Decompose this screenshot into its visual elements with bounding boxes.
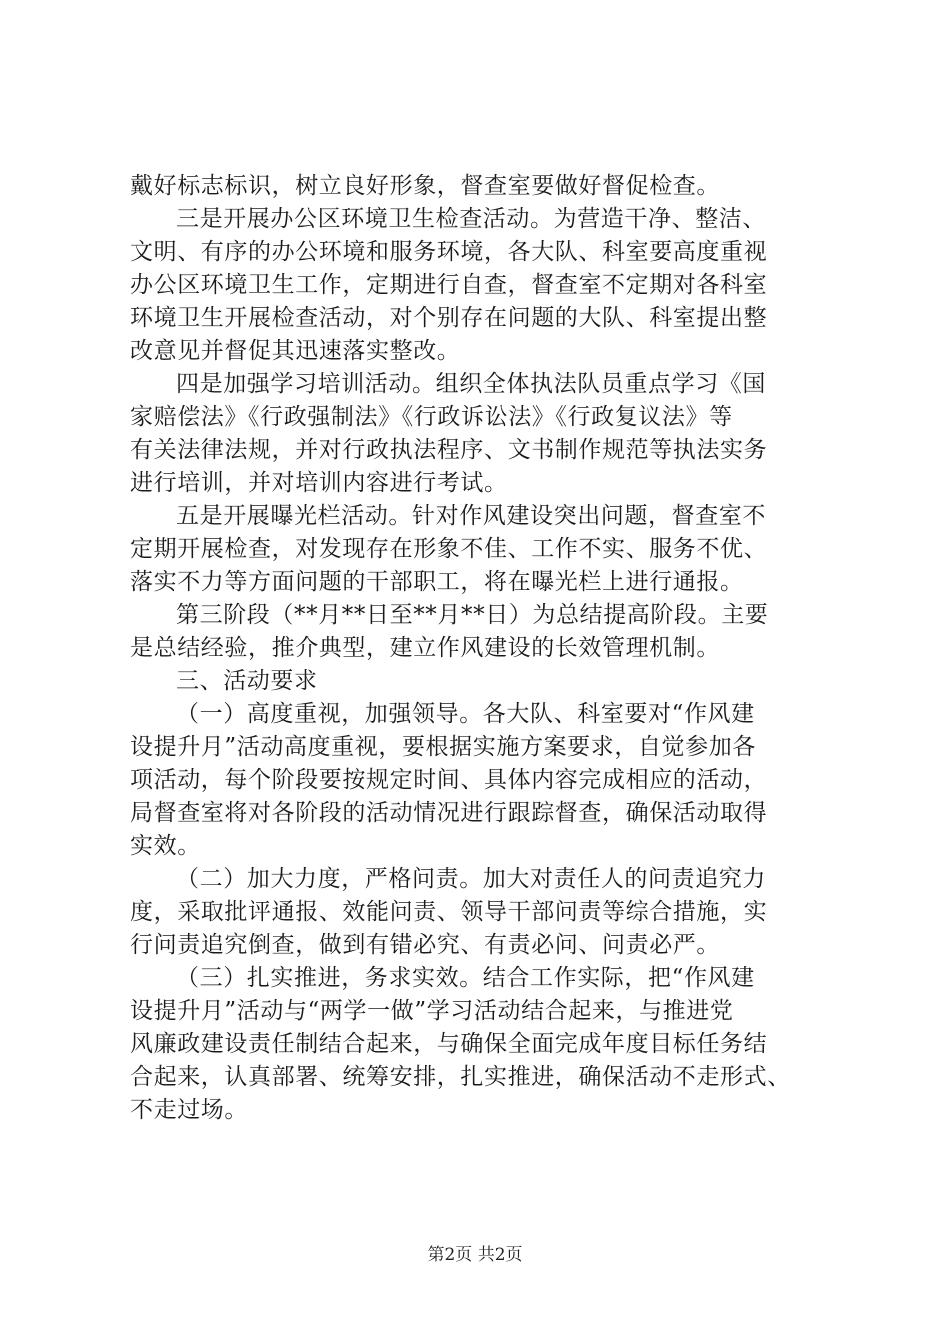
- text-line: 五是开展曝光栏活动。针对作风建设突出问题，督查室不: [176, 503, 766, 529]
- text-line: 是总结经验，推介典型，建立作风建设的长效管理机制。: [130, 635, 720, 661]
- text-line: 第三阶段（**月**日至**月**日）为总结提高阶段。主要: [176, 602, 769, 628]
- text-line: 家赔偿法》《行政强制法》《行政诉讼法》《行政复议法》等: [130, 404, 733, 430]
- page-number-footer: 第2页 共2页: [427, 1245, 523, 1265]
- text-line: 四是加强学习培训活动。组织全体执法队员重点学习《国: [176, 371, 766, 397]
- text-line: 改意见并督促其迅速落实整改。: [130, 338, 461, 364]
- section-heading: 三、活动要求: [176, 668, 318, 694]
- body-text: [130, 170, 840, 1127]
- text-line: 环境卫生开展检查活动，对个别存在问题的大队、科室提出整: [130, 305, 768, 331]
- text-line: 设提升月”活动高度重视，要根据实施方案要求，自觉参加各: [130, 734, 756, 760]
- text-line: 设提升月”活动与“两学一做”学习活动结合起来，与推进党: [130, 998, 734, 1024]
- text-line: 度，采取批评通报、效能问责、领导干部问责等综合措施，实: [130, 899, 768, 925]
- text-line: 戴好标志标识，树立良好形象，督查室要做好督促检查。: [130, 173, 720, 199]
- text-line: （一）高度重视，加强领导。各大队、科室要对“作风建: [176, 701, 755, 727]
- text-line: 进行培训，并对培训内容进行考试。: [130, 470, 508, 496]
- text-line: 办公区环境卫生工作，定期进行自查，督查室不定期对各科室: [130, 272, 768, 298]
- text-line: 风廉政建设责任制结合起来，与确保全面完成年度目标任务结: [130, 1031, 768, 1057]
- text-line: 行问责追究倒查，做到有错必究、有责必问、问责必严。: [130, 932, 720, 958]
- text-line: 有关法律法规，并对行政执法程序、文书制作规范等执法实务: [130, 437, 768, 463]
- text-line: 落实不力等方面问题的干部职工，将在曝光栏上进行通报。: [130, 569, 744, 595]
- text-line: 不走过场。: [130, 1097, 248, 1123]
- text-line: （二）加大力度，严格问责。加大对责任人的问责追究力: [176, 866, 766, 892]
- text-line: 文明、有序的办公环境和服务环境，各大队、科室要高度重视: [130, 239, 768, 265]
- text-line: 项活动，每个阶段要按规定时间、具体内容完成相应的活动，: [130, 767, 768, 793]
- text-line: 合起来，认真部署、统筹安排，扎实推进，确保活动不走形式、: [130, 1064, 791, 1090]
- text-line: （三）扎实推进，务求实效。结合工作实际，把“作风建: [176, 965, 755, 991]
- text-line: 实效。: [130, 833, 201, 859]
- text-line: 三是开展办公区环境卫生检查活动。为营造干净、整洁、: [176, 206, 766, 232]
- text-line: 定期开展检查，对发现存在形象不佳、工作不实、服务不优、: [130, 536, 768, 562]
- text-line: 局督查室将对各阶段的活动情况进行跟踪督查，确保活动取得: [130, 800, 768, 826]
